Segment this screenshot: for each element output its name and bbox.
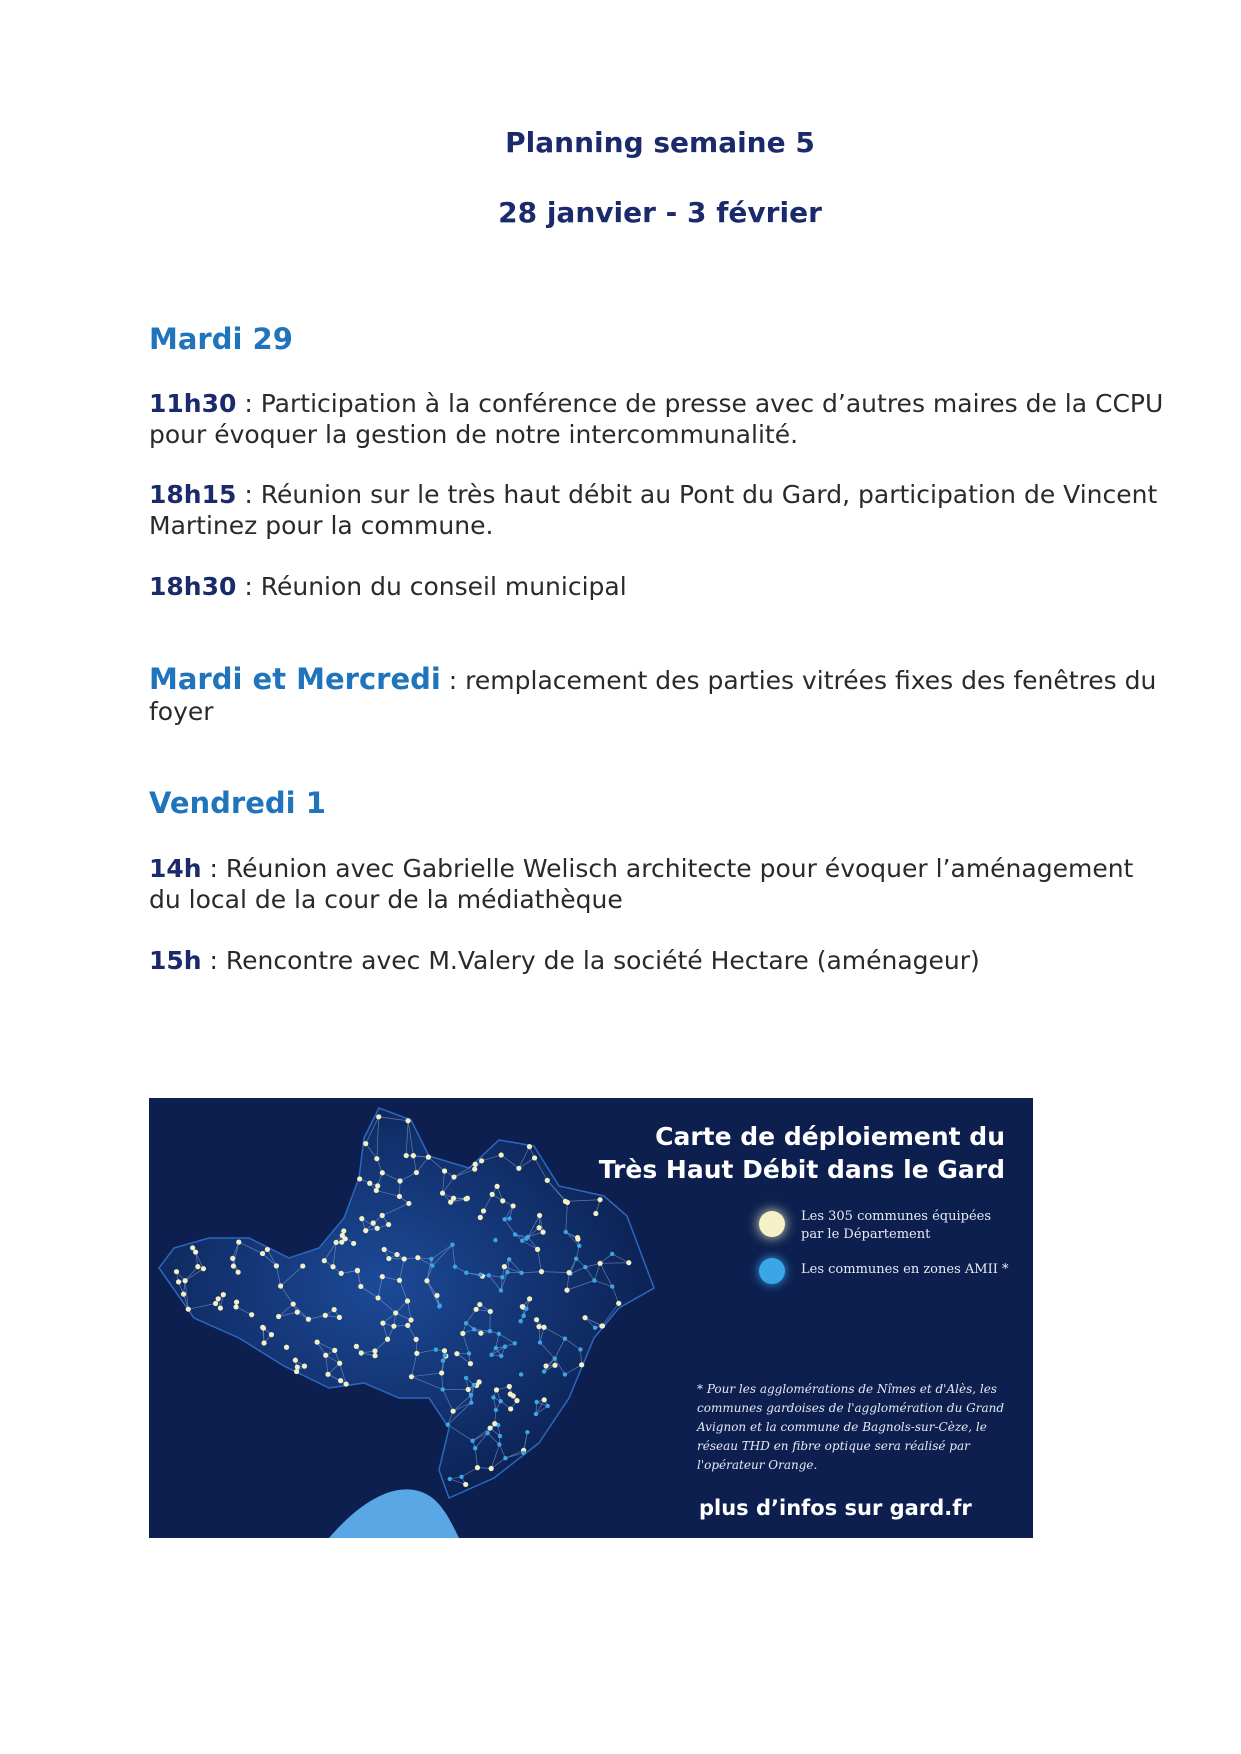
entry-text: Rencontre avec M.Valery de la société Hectare (aménageur) [225,946,980,975]
equipped-commune-dot [408,1317,413,1322]
equipped-commune-dot [535,1247,540,1252]
equipped-commune-dot [397,1178,402,1183]
equipped-commune-dot [489,1466,494,1471]
equipped-commune-dot [442,1168,447,1173]
equipped-commune-dot [472,1167,477,1172]
equipped-commune-dot [376,1114,381,1119]
equipped-commune-dot [540,1230,545,1235]
equipped-commune-dot [176,1279,181,1284]
entry-separator: : [236,389,261,418]
equipped-commune-dot [488,1425,493,1430]
equipped-commune-dot [355,1268,360,1273]
equipped-commune-dot [527,1296,532,1301]
equipped-commune-dot [231,1263,236,1268]
equipped-commune-dot [334,1240,339,1245]
banner-title-line-2: Très Haut Débit dans le Gard [598,1155,1005,1184]
equipped-commune-dot [386,1256,391,1261]
amii-commune-dot [519,1271,523,1275]
equipped-commune-dot [494,1387,499,1392]
entry-mardi-mercredi [149,664,1179,727]
equipped-commune-dot [190,1245,195,1250]
amii-commune-dot [578,1347,582,1351]
equipped-commune-dot [339,1240,344,1245]
equipped-commune-dot [269,1332,274,1337]
equipped-commune-dot [450,1409,455,1414]
equipped-commune-dot [402,1256,407,1261]
equipped-commune-dot [468,1361,473,1366]
equipped-commune-dot [424,1278,429,1283]
equipped-commune-dot [442,1348,447,1353]
amii-commune-dot [464,1271,468,1275]
equipped-commune-dot [322,1258,327,1263]
equipped-commune-dot [363,1228,368,1233]
equipped-commune-dot [508,1406,513,1411]
equipped-commune-dot [448,1200,453,1205]
equipped-commune-dot [411,1153,416,1158]
equipped-commune-dot [340,1233,345,1238]
equipped-commune-dot [359,1350,364,1355]
equipped-commune-dot [599,1323,604,1328]
entry-time: 18h30 [149,572,237,601]
amii-commune-dot [453,1264,457,1268]
day-heading-vendredi: Vendredi 1 [149,786,326,820]
amii-commune-dot [498,1434,502,1438]
amii-commune-dot [494,1346,498,1350]
equipped-commune-dot [249,1312,254,1317]
equipped-commune-dot [537,1225,542,1230]
equipped-commune-dot [575,1237,580,1242]
equipped-commune-dot [479,1158,484,1163]
equipped-commune-dot [579,1362,584,1367]
equipped-commune-dot [230,1256,235,1261]
entry-separator: : [201,854,226,883]
equipped-commune-dot [481,1208,486,1213]
equipped-commune-dot [477,1302,482,1307]
equipped-commune-dot [385,1337,390,1342]
equipped-commune-dot [426,1155,431,1160]
amii-commune-dot [489,1353,493,1357]
equipped-commune-dot [405,1323,410,1328]
amii-commune-dot [538,1340,542,1344]
equipped-commune-dot [380,1274,385,1279]
equipped-commune-dot [520,1304,525,1309]
equipped-commune-dot [478,1215,483,1220]
equipped-commune-dot [380,1321,385,1326]
amii-commune-dot [546,1404,550,1408]
equipped-commune-dot [473,1162,478,1167]
amii-commune-dot [443,1353,447,1357]
amii-commune-dot [505,1270,509,1274]
amii-commune-dot [503,1456,507,1460]
equipped-commune-dot [564,1288,569,1293]
equipped-commune-dot [386,1222,391,1227]
equipped-commune-dot [532,1155,537,1160]
equipped-commune-dot [405,1118,410,1123]
equipped-commune-dot [490,1192,495,1197]
equipped-commune-dot [406,1201,411,1206]
equipped-commune-dot [174,1269,179,1274]
equipped-commune-dot [475,1465,480,1470]
amii-commune-dot [485,1431,489,1435]
amii-commune-dot [441,1358,445,1362]
equipped-commune-dot [278,1283,283,1288]
thd-map-banner [149,1098,1033,1538]
equipped-commune-dot [213,1301,218,1306]
amii-commune-dot [450,1243,454,1247]
entry-separator: : [236,572,261,601]
equipped-commune-dot [404,1153,409,1158]
amii-commune-dot [577,1244,581,1248]
amii-commune-dot [487,1273,491,1277]
equipped-commune-dot [372,1348,377,1353]
amii-commune-dot [448,1477,452,1481]
equipped-commune-dot [536,1324,541,1329]
equipped-commune-dot [291,1301,296,1306]
equipped-commune-dot [414,1170,419,1175]
equipped-commune-dot [414,1351,419,1356]
amii-commune-dot [507,1257,511,1261]
entry-text: Réunion du conseil municipal [260,572,627,601]
equipped-commune-dot [511,1203,516,1208]
equipped-commune-dot [293,1358,298,1363]
equipped-commune-dot [397,1278,402,1283]
page-title: Planning semaine 5 [505,126,815,159]
equipped-commune-dot [543,1363,548,1368]
equipped-commune-dot [351,1241,356,1246]
equipped-commune-dot [186,1307,191,1312]
equipped-commune-dot [380,1213,385,1218]
equipped-commune-dot [195,1264,200,1269]
entry-vendredi-1 [149,853,1169,915]
entry-time: 18h15 [149,480,237,509]
equipped-commune-dot [276,1314,281,1319]
amii-commune-dot [507,1216,511,1220]
entry-text: Réunion avec Gabrielle Welisch architecte pour évoquer l’aménagement du local de la cour de la médiathèque [149,854,1134,914]
equipped-commune-dot [552,1363,557,1368]
legend-equipped-label: Les 305 communes équipées par le Département [801,1209,992,1242]
amii-commune-dot [500,1275,504,1279]
equipped-commune-dot [201,1266,206,1271]
amii-commune-dot [459,1475,463,1479]
equipped-commune-dot [434,1293,439,1298]
amii-commune-dot [434,1348,438,1352]
amii-commune-dot [563,1337,567,1341]
equipped-commune-dot [294,1369,299,1374]
equipped-commune-dot [233,1304,238,1309]
equipped-commune-dot [451,1174,456,1179]
equipped-commune-dot [375,1226,380,1231]
equipped-commune-dot [260,1325,265,1330]
equipped-commune-dot [616,1301,621,1306]
equipped-commune-dot [537,1213,542,1218]
amii-commune-dot [469,1401,473,1405]
equipped-commune-dot [465,1196,470,1201]
equipped-commune-dot [274,1263,279,1268]
entry-mardi-3 [149,571,1169,602]
entry-time: 15h [149,946,202,975]
amii-commune-dot [491,1395,495,1399]
equipped-commune-dot [236,1270,241,1275]
amii-commune-dot [574,1257,578,1261]
amii-commune-dot [592,1278,596,1282]
entry-mardi-1 [149,388,1169,450]
amii-commune-dot [469,1393,473,1397]
amii-commune-dot [429,1257,433,1261]
amii-commune-dot [478,1273,482,1277]
amii-commune-dot [563,1372,567,1376]
equipped-commune-dot [359,1216,364,1221]
entry-separator: : [440,666,466,695]
legend-amii-dot [759,1258,785,1284]
equipped-commune-dot [302,1364,307,1369]
amii-commune-dot [525,1430,529,1434]
day-heading-mardi: Mardi 29 [149,322,293,356]
amii-commune-dot [521,1451,525,1455]
equipped-commune-dot [337,1361,342,1366]
equipped-commune-dot [375,1183,380,1188]
equipped-commune-dot [478,1331,483,1336]
amii-commune-dot [446,1422,450,1426]
amii-commune-dot [610,1284,614,1288]
amii-commune-dot [472,1327,476,1331]
banner-title [565,1120,1005,1186]
amii-commune-dot [497,1442,501,1446]
equipped-commune-dot [563,1199,568,1204]
equipped-commune-dot [260,1251,265,1256]
equipped-commune-dot [626,1260,631,1265]
equipped-commune-dot [357,1176,362,1181]
amii-commune-dot [513,1341,517,1345]
equipped-commune-dot [181,1292,186,1297]
equipped-commune-dot [488,1309,493,1314]
equipped-commune-dot [405,1298,410,1303]
amii-commune-dot [441,1387,445,1391]
equipped-commune-dot [295,1364,300,1369]
equipped-commune-dot [358,1284,363,1289]
amii-commune-dot [526,1235,530,1239]
entry-separator: : [236,480,261,509]
equipped-commune-dot [439,1370,444,1375]
equipped-commune-dot [516,1166,521,1171]
equipped-commune-dot [440,1191,445,1196]
equipped-commune-dot [363,1141,368,1146]
equipped-commune-dot [539,1269,544,1274]
equipped-commune-dot [409,1374,414,1379]
equipped-commune-dot [545,1178,550,1183]
equipped-commune-dot [332,1307,337,1312]
amii-commune-dot [494,1408,498,1412]
equipped-commune-dot [332,1348,337,1353]
equipped-commune-dot [261,1340,266,1345]
amii-commune-dot [464,1321,468,1325]
equipped-commune-dot [394,1252,399,1257]
equipped-commune-dot [330,1264,335,1269]
entry-time: 14h [149,854,202,883]
equipped-commune-dot [466,1387,471,1392]
amii-commune-dot [593,1326,597,1330]
equipped-commune-dot [527,1144,532,1149]
equipped-commune-dot [477,1379,482,1384]
entry-time: 11h30 [149,389,237,418]
equipped-commune-dot [344,1381,349,1386]
amii-commune-dot [488,1329,492,1333]
equipped-commune-dot [534,1317,539,1322]
equipped-commune-dot [508,1392,513,1397]
equipped-commune-dot [221,1292,226,1297]
amii-commune-dot [493,1238,497,1242]
equipped-commune-dot [325,1372,330,1377]
equipped-commune-dot [391,1324,396,1329]
equipped-commune-dot [541,1325,546,1330]
equipped-commune-dot [323,1353,328,1358]
page-dates: 28 janvier - 3 février [498,196,822,229]
equipped-commune-dot [492,1421,497,1426]
amii-commune-dot [534,1412,538,1416]
amii-commune-dot [553,1356,557,1360]
legend-equipped-dot [759,1211,785,1237]
amii-commune-dot [467,1351,471,1355]
equipped-commune-dot [474,1307,479,1312]
equipped-commune-dot [495,1184,500,1189]
equipped-commune-dot [382,1247,387,1252]
amii-commune-dot [520,1238,524,1242]
amii-commune-dot [499,1354,503,1358]
amii-commune-dot [430,1263,434,1267]
equipped-commune-dot [393,1310,398,1315]
equipped-commune-dot [375,1295,380,1300]
equipped-commune-dot [341,1228,346,1233]
amii-commune-dot [498,1399,502,1403]
equipped-commune-dot [414,1337,419,1342]
equipped-commune-dot [234,1299,239,1304]
amii-commune-dot [583,1265,587,1269]
equipped-commune-dot [354,1344,359,1349]
amii-commune-dot [464,1376,468,1380]
equipped-commune-dot [339,1271,344,1276]
equipped-commune-dot [507,1384,512,1389]
equipped-commune-dot [337,1315,342,1320]
banner-title-line-1: Carte de déploiement du [655,1122,1005,1151]
equipped-commune-dot [265,1247,270,1252]
amii-commune-dot [499,1288,503,1292]
amii-commune-dot [502,1217,506,1221]
amii-commune-dot [542,1369,546,1373]
equipped-commune-dot [183,1278,188,1283]
entry-vendredi-2 [149,945,1169,976]
equipped-commune-dot [500,1198,505,1203]
entry-mardi-2 [149,479,1169,541]
banner-footnote: * Pour les agglomérations de Nîmes et d'Alès, les communes gardoises de l'agglomération du Grand Avignon et la commune de Bagnols-sur-Cèze, le réseau THD en fibre optique sera réalisé par l'opérateur Orange. [697,1382,1005,1472]
entry-text: Réunion sur le très haut débit au Pont du Gard, participation de Vincent Martinez pour la commune. [149,480,1158,540]
equipped-commune-dot [372,1353,377,1358]
entry-separator: : [201,946,226,975]
legend-amii-label: Les communes en zones AMII * [801,1262,1009,1277]
banner-more-info: plus d’infos sur gard.fr [699,1496,972,1520]
equipped-commune-dot [300,1263,305,1268]
equipped-commune-dot [315,1340,320,1345]
equipped-commune-dot [367,1181,372,1186]
equipped-commune-dot [460,1331,465,1336]
equipped-commune-dot [371,1220,376,1225]
amii-commune-dot [521,1314,525,1318]
equipped-commune-dot [380,1170,385,1175]
entry-text: Participation à la conférence de presse avec d’autres maires de la CCPU pour évoquer la gestion de notre intercommunalité. [149,389,1164,449]
equipped-commune-dot [597,1197,602,1202]
amii-commune-dot [497,1332,501,1336]
equipped-commune-dot [566,1270,571,1275]
amii-commune-dot [470,1439,474,1443]
equipped-commune-dot [193,1249,198,1254]
amii-commune-dot [534,1400,538,1404]
equipped-commune-dot [542,1397,547,1402]
equipped-commune-dot [454,1351,459,1356]
equipped-commune-dot [236,1240,241,1245]
equipped-commune-dot [374,1156,379,1161]
amii-commune-dot [473,1446,477,1450]
equipped-commune-dot [598,1261,603,1266]
amii-commune-dot [519,1319,523,1323]
equipped-commune-dot [218,1305,223,1310]
amii-commune-dot [564,1230,568,1234]
equipped-commune-dot [284,1345,289,1350]
equipped-commune-dot [582,1315,587,1320]
equipped-commune-dot [415,1255,420,1260]
equipped-commune-dot [463,1482,468,1487]
equipped-commune-dot [338,1378,343,1383]
equipped-commune-dot [514,1398,519,1403]
amii-commune-dot [610,1252,614,1256]
equipped-commune-dot [216,1296,221,1301]
equipped-commune-dot [323,1313,328,1318]
equipped-commune-dot [295,1310,300,1315]
equipped-commune-dot [306,1317,311,1322]
equipped-commune-dot [593,1211,598,1216]
day-heading-mardi-mercredi: Mardi et Mercredi [149,662,441,696]
amii-commune-dot [503,1344,507,1348]
equipped-commune-dot [502,1264,507,1269]
amii-commune-dot [438,1303,442,1307]
amii-commune-dot [519,1372,523,1376]
equipped-commune-dot [397,1194,402,1199]
equipped-commune-dot [499,1152,504,1157]
amii-commune-dot [472,1383,476,1387]
equipped-commune-dot [374,1188,379,1193]
amii-commune-dot [513,1232,517,1236]
entry-text: remplacement des parties vitrées fixes des fenêtres du foyer [149,666,1157,726]
